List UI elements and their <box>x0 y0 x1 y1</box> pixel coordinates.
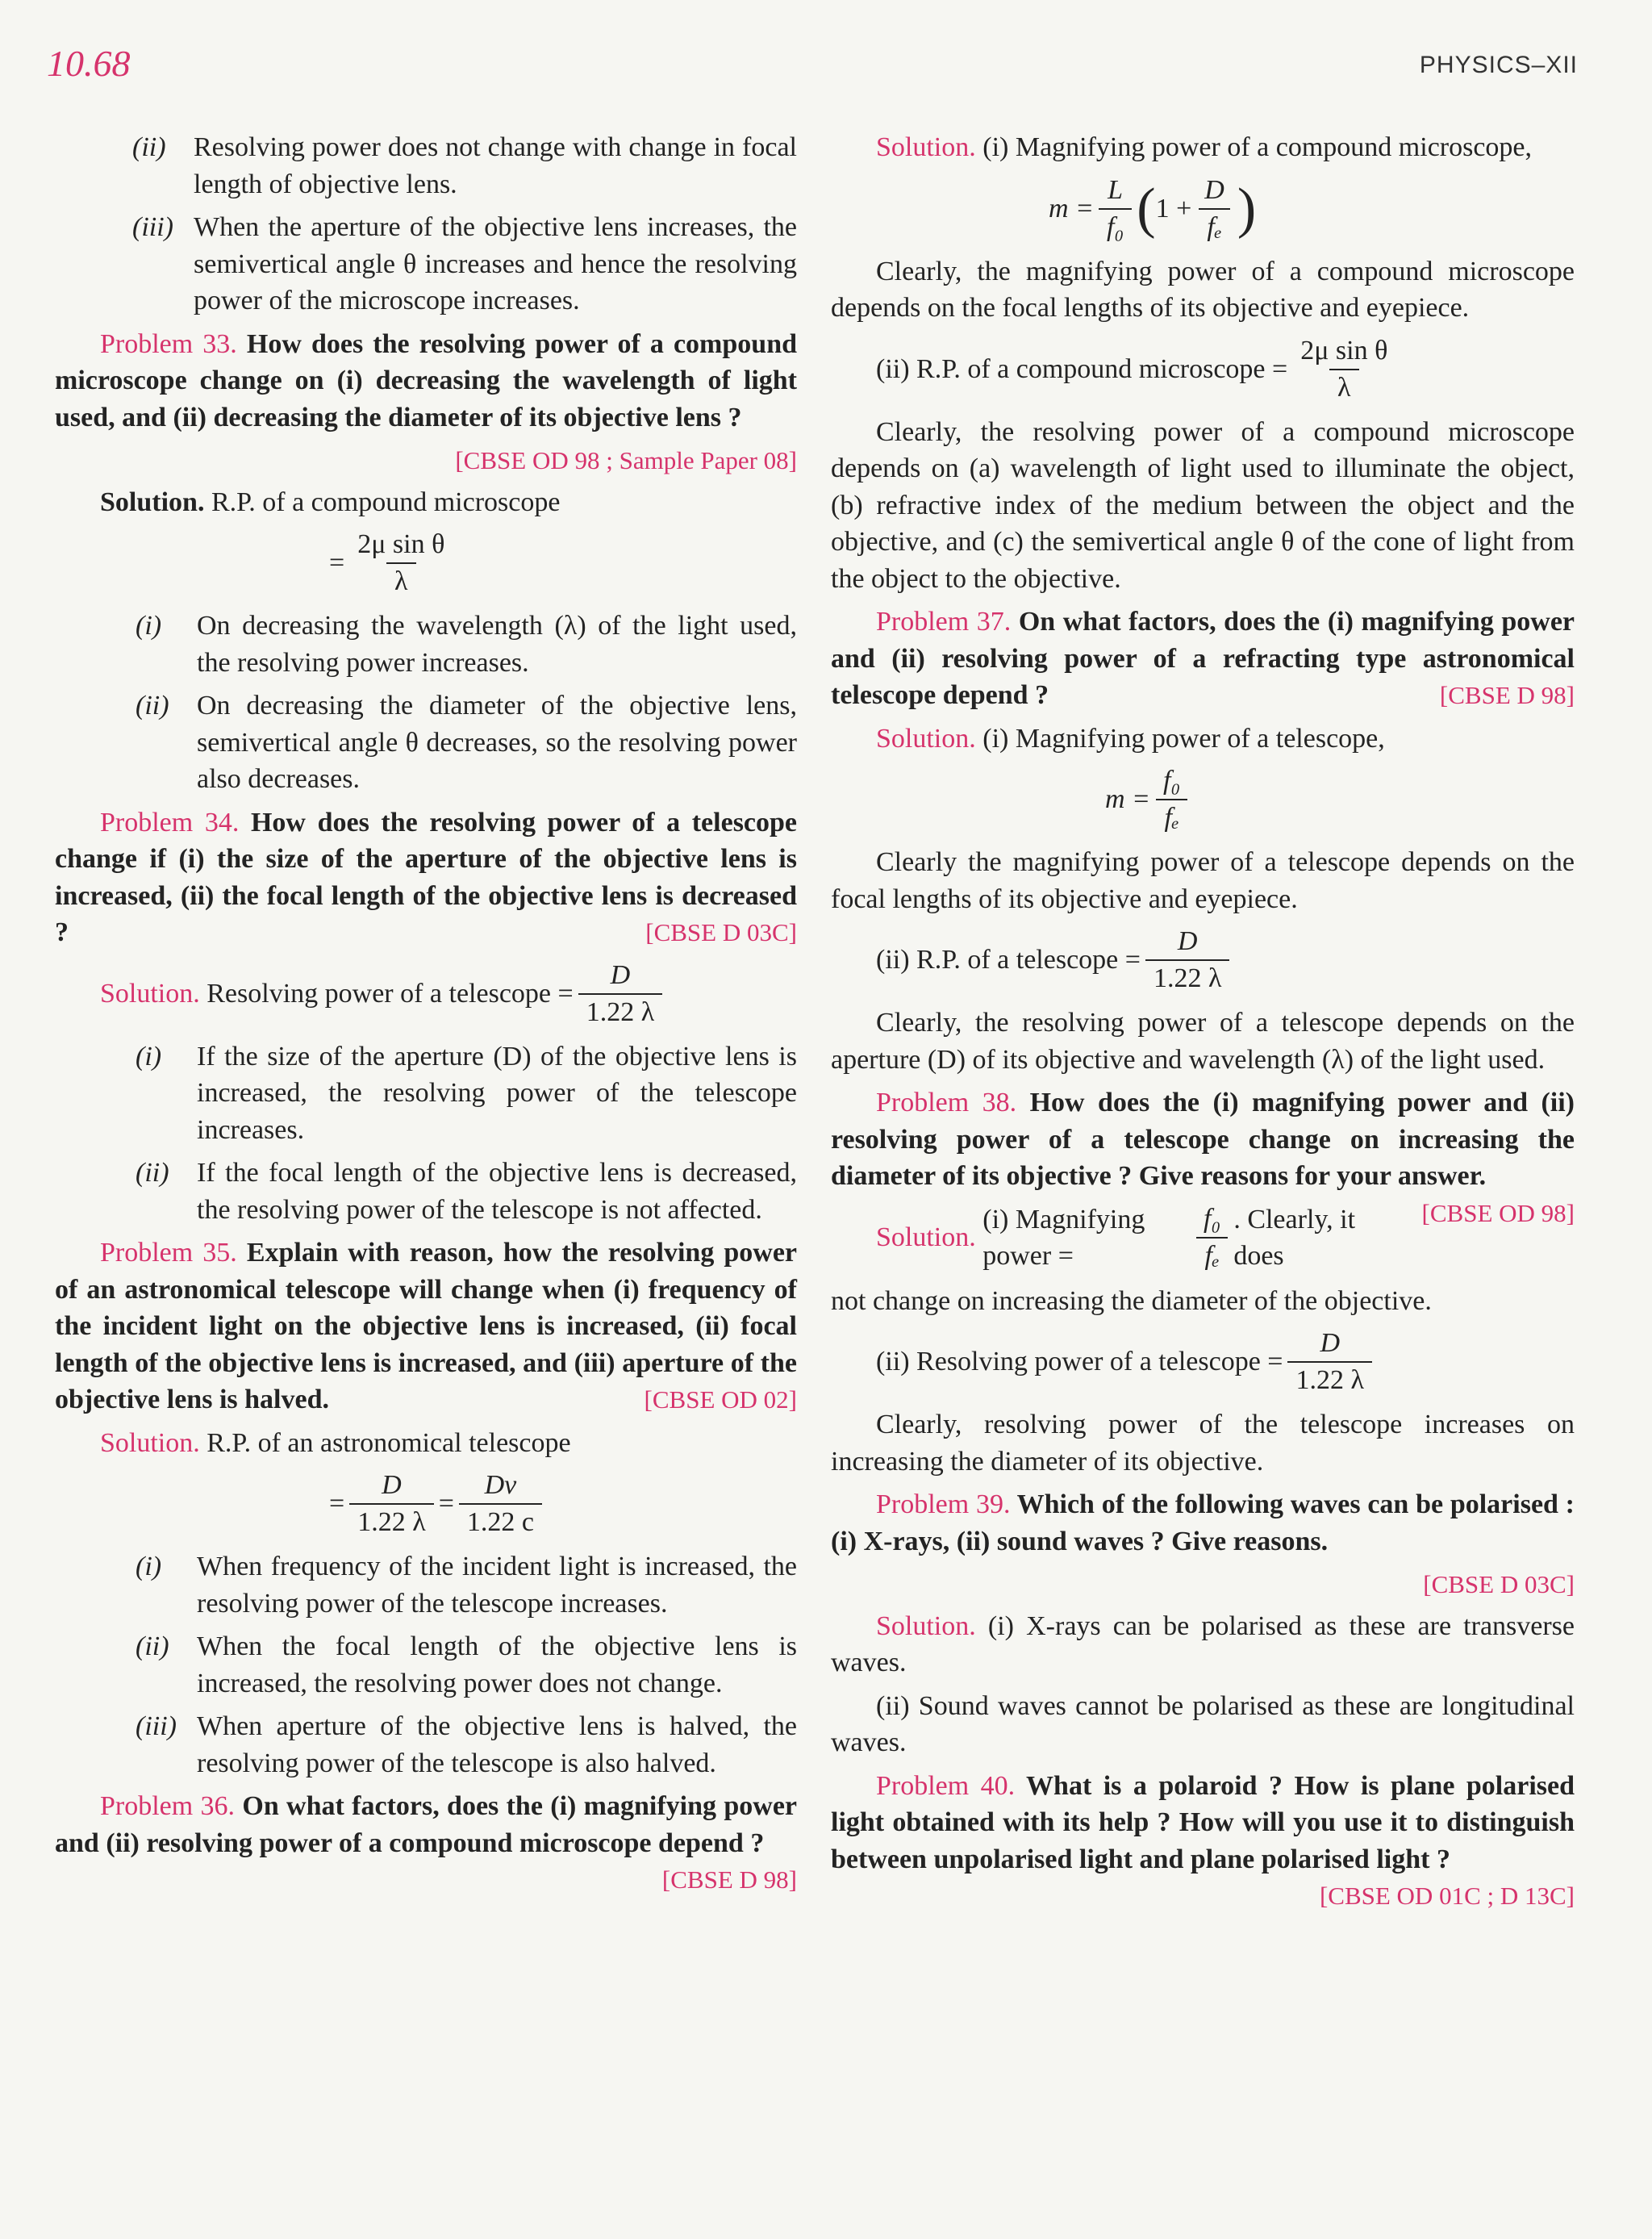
eq-denominator: f₀ <box>1099 208 1132 245</box>
eq-denominator: λ <box>1329 369 1359 406</box>
problem-34 <box>55 804 797 951</box>
item-number: (i) <box>136 1552 162 1581</box>
list-item <box>55 1038 797 1149</box>
item-text: Resolving power does not change with change in focal length of objective lens. <box>194 132 797 199</box>
page-number: 10.68 <box>47 43 131 84</box>
paragraph: (ii) Sound waves cannot be polarised as these are longitudinal waves. <box>831 1690 1575 1757</box>
solution-34 <box>55 958 797 1030</box>
list-item <box>55 1548 797 1622</box>
eq-lhs: (ii) Resolving power of a telescope = <box>876 1347 1283 1377</box>
item-number: (i) <box>136 1041 162 1071</box>
eq-numerator: D <box>382 1470 402 1500</box>
problem-question: Which of the following waves can be polarised : (i) X-rays, (ii) sound waves ? Give reasons. <box>831 1489 1575 1556</box>
problem-label: Problem 37. <box>876 607 1012 637</box>
list-item <box>55 1155 797 1228</box>
solution-label: Solution. <box>876 132 976 162</box>
paragraph: Clearly the magnifying power of a telescope depends on the focal lengths of its objective and eyepiece. <box>831 847 1575 914</box>
solution-text: (i) Magnifying power = <box>982 1204 1145 1271</box>
problem-label: Problem 34. <box>100 807 240 838</box>
eq-denominator: fₑ <box>1199 208 1229 245</box>
item-number: (i) <box>136 611 162 641</box>
problem-label: Problem 36. <box>100 1791 236 1821</box>
item-number: (iii) <box>136 1711 177 1741</box>
problem-question: How does the resolving power of a telescope change if (i) the size of the aperture of the objective lens is increased, (ii) the focal length of the objective lens is decreased ? <box>55 807 798 947</box>
item-number: (iii) <box>132 212 173 242</box>
solution-36 <box>831 129 1575 166</box>
paragraph: Clearly, the resolving power of a telescope depends on the aperture (D) of its objective and wavelength (λ) of the light used. <box>831 1008 1575 1075</box>
eq-denominator: 1.22 λ <box>1145 959 1230 996</box>
item-text: On decreasing the wavelength (λ) of the light used, the resolving power increases. <box>197 611 797 678</box>
left-column <box>55 129 797 1899</box>
item-number: (ii) <box>136 1631 169 1661</box>
equation <box>831 924 1575 996</box>
eq-denominator: 1.22 λ <box>1287 1361 1372 1398</box>
solution-33 <box>55 484 797 521</box>
problem-label: Problem 38. <box>876 1088 1017 1117</box>
list-item <box>55 129 797 203</box>
solution-text: . Clearly, it does <box>1233 1204 1356 1271</box>
problem-40 <box>831 1768 1575 1910</box>
eq-lhs: m = <box>1049 193 1094 223</box>
solution-text: Resolving power of a telescope = <box>206 978 574 1009</box>
equation: = $\frac{\text{2μ sin θ}}{\lambda}$ <box>55 527 797 599</box>
source-ref: [CBSE OD 98] <box>1421 1198 1575 1227</box>
equation <box>831 333 1575 406</box>
solution-35 <box>55 1425 797 1462</box>
item-text: When aperture of the objective lens is halved, the resolving power of the telescope is also halved. <box>197 1711 797 1778</box>
running-head: PHYSICS–XII <box>1419 52 1578 78</box>
problem-36 <box>55 1788 798 1894</box>
eq-numerator: f₀ <box>1163 766 1181 796</box>
item-number: (ii) <box>136 1158 169 1188</box>
source-ref: [CBSE D 98] <box>661 1865 797 1894</box>
eq-denominator: 1.22 λ <box>578 993 663 1030</box>
list-item <box>55 1628 797 1702</box>
problem-37 <box>831 604 1575 714</box>
solution-label: Solution. <box>100 978 200 1009</box>
item-text: If the size of the aperture (D) of the objective lens is increased, the resolving power of the telescope increases. <box>197 1041 797 1145</box>
solution-text: R.P. of an astronomical telescope <box>206 1427 571 1458</box>
eq-numerator: D <box>1177 926 1198 956</box>
eq-lhs: (ii) R.P. of a telescope = <box>876 945 1141 975</box>
problem-question: On what factors, does the (i) magnifying power and (ii) resolving power of a refracting type astronomical telescope depend ? <box>831 607 1575 710</box>
source-ref: [CBSE D 03C] <box>645 918 797 946</box>
eq-denominator: λ <box>386 562 416 599</box>
paragraph: Clearly, the resolving power of a compound microscope depends on (a) wavelength of light used to illuminate the object, (b) refractive index of the medium between the object and the objective, and (c) the semivertical angle θ of the cone of light from the object to the objective. <box>831 416 1575 594</box>
eq-denominator: 1.22 c <box>459 1503 542 1540</box>
eq-denominator: fₑ <box>1156 799 1187 836</box>
list-item <box>55 608 797 681</box>
item-text: If the focal length of the objective lens is decreased, the resolving power of the telescope is not affected. <box>197 1158 797 1225</box>
problem-label: Problem 35. <box>100 1238 237 1268</box>
eq-lhs: (ii) R.P. of a compound microscope = <box>876 353 1288 384</box>
problem-39 <box>831 1486 1575 1560</box>
solution-38 <box>831 1201 1377 1275</box>
paragraph: Clearly, the magnifying power of a compound microscope depends on the focal lengths of its objective and eyepiece. <box>831 256 1575 323</box>
eq-numerator: D <box>610 959 631 990</box>
item-text: On decreasing the diameter of the objective lens, semivertical angle θ decreases, so the resolving power also decreases. <box>197 691 797 794</box>
solution-label: Solution. <box>876 1222 976 1253</box>
equation: m = $\frac{L}{\text{f₀}}$ ( 1 + $\frac{D}{\text{fₑ}}$ ) <box>831 173 1575 245</box>
eq-numerator: 2μ sin θ <box>357 529 445 559</box>
problem-question: How does the resolving power of a compound microscope change on (i) decreasing the wavelength of light used, and (ii) decreasing the diameter of its objective lens ? <box>55 328 798 432</box>
eq-denominator: 1.22 λ <box>349 1503 434 1540</box>
problem-35 <box>55 1234 797 1418</box>
item-number: (ii) <box>132 132 166 162</box>
problem-label: Problem 39. <box>876 1489 1011 1519</box>
eq-numerator: Dν <box>484 1470 517 1500</box>
item-text: When the focal length of the objective lens is increased, the resolving power does not change. <box>197 1631 797 1698</box>
problem-33 <box>55 326 797 437</box>
problem-label: Problem 33. <box>100 328 237 359</box>
problem-label: Problem 40. <box>876 1770 1016 1801</box>
eq-term: 1 + <box>1155 193 1192 223</box>
solution-label: Solution. <box>100 1427 200 1458</box>
source-ref: [CBSE D 98] <box>1439 681 1575 709</box>
solution-label: Solution. <box>100 487 205 517</box>
eq-numerator: f₀ <box>1204 1204 1221 1234</box>
solution-37 <box>831 721 1575 758</box>
list-item <box>55 1708 797 1782</box>
problem-question: What is a polaroid ? How is plane polarised light obtained with its help ? How will you use it to distinguish between unpolarised light and plane polarised light ? <box>831 1770 1575 1874</box>
source-ref: [CBSE OD 02] <box>644 1385 797 1414</box>
item-text: When frequency of the incident light is increased, the resolving power of the telescope increases. <box>197 1552 797 1619</box>
source-ref: [CBSE OD 01C ; D 13C] <box>1319 1882 1575 1910</box>
item-text: When the aperture of the objective lens increases, the semivertical angle θ increases and hence the resolving power of the microscope increases. <box>194 212 797 315</box>
solution-text: R.P. of a compound microscope <box>211 487 561 517</box>
eq-numerator: D <box>1320 1328 1341 1358</box>
right-column <box>831 129 1575 1915</box>
solution-text: (i) Magnifying power of a telescope, <box>982 723 1385 754</box>
source-ref: [CBSE OD 98 ; Sample Paper 08] <box>455 446 797 474</box>
item-number: (ii) <box>136 691 169 721</box>
paragraph: not change on increasing the diameter of the objective. <box>831 1285 1432 1316</box>
equation <box>831 763 1575 836</box>
equation <box>831 1326 1575 1398</box>
eq-numerator: D <box>1204 174 1224 205</box>
list-item <box>55 687 797 798</box>
source-ref: [CBSE D 03C] <box>1423 1570 1575 1598</box>
eq-numerator: L <box>1108 174 1124 205</box>
eq-lhs: m = <box>1105 784 1150 815</box>
problem-question: Explain with reason, how the resolving power of an astronomical telescope will change when (i) frequency of the incident light on the objective lens is increased, (ii) focal length of the objective lens is increased, and (iii) aperture of the objective lens is halved. <box>55 1238 798 1414</box>
problem-question: On what factors, does the (i) magnifying power and (ii) resolving power of a compound microscope depend ? <box>55 1791 798 1858</box>
solution-text: (i) Magnifying power of a compound microscope, <box>982 132 1533 162</box>
list-item <box>55 209 797 320</box>
eq-denominator: fₑ <box>1196 1237 1227 1274</box>
equation: = $\frac{D}{1.22 \lambda}$ = $\frac{D\nu}{1.22 c}$ <box>55 1468 797 1540</box>
problem-question: How does the (i) magnifying power and (ii) resolving power of a telescope change on increasing the diameter of its objective ? Give reasons for your answer. <box>831 1088 1575 1191</box>
paragraph: Clearly, resolving power of the telescope increases on increasing the diameter of its objective. <box>831 1410 1575 1477</box>
solution-39 <box>831 1608 1575 1681</box>
eq-numerator: 2μ sin θ <box>1300 335 1388 366</box>
solution-text: (i) X-rays can be polarised as these are transverse waves. <box>831 1610 1575 1677</box>
solution-label: Solution. <box>876 723 976 754</box>
solution-label: Solution. <box>876 1610 976 1641</box>
